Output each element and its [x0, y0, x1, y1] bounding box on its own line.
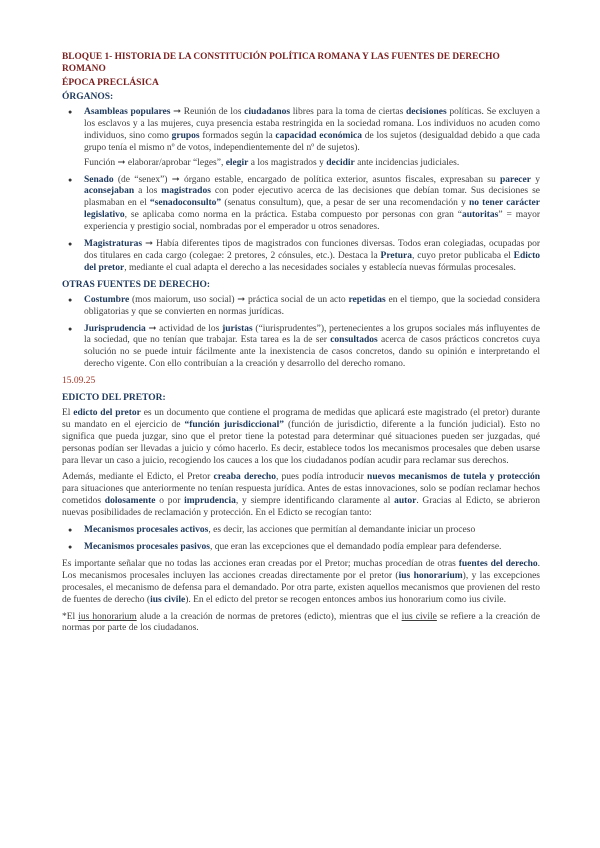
keyword: ius civile	[150, 594, 186, 605]
section-heading-organos: ÓRGANOS:	[62, 92, 114, 103]
text: políticas. Se excluyen a los esclavos y a las mujeres, cuya presencia estaba restringida en la sociedad romana. Los individuos no acuden como individuos, sino como	[84, 107, 540, 141]
text: (de “senex”) ➞ órgano estable, encargado de política exterior, asuntos fiscales, expresaban su	[113, 174, 501, 185]
text: Función ➞ elaborar/aprobar “leges”,	[84, 157, 226, 168]
underlined-term: ius honorarium	[78, 611, 137, 622]
term-activos: Mecanismos procesales activos	[84, 525, 209, 536]
paragraph-edicto-2	[62, 472, 540, 520]
keyword: imprudencia	[184, 496, 236, 507]
keyword: decisiones	[406, 107, 447, 117]
text: libres para la toma de ciertas	[290, 107, 406, 117]
keyword: autor	[394, 496, 417, 507]
text: y	[530, 174, 540, 185]
keyword: grupos	[171, 130, 200, 141]
keyword: Edicto del pretor	[84, 250, 541, 273]
list-item-magistraturas	[84, 239, 540, 275]
section-heading-edicto: EDICTO DEL PRETOR:	[62, 393, 166, 404]
keyword: no tener carácter legislativo	[84, 198, 540, 221]
text: (“iurisprudentes”), pertenecientes a los grupos sociales más influyentes de la sociedad, que no tenían que trabajar. Esta tarea es la de ser	[84, 323, 540, 346]
keyword: fuentes del derecho	[458, 558, 538, 569]
list-item-pasivos	[84, 542, 540, 554]
text: , cuyo pretor publicaba el	[412, 250, 514, 261]
text: ➞ Había diferentes tipos de magistrados con funciones diversas. Todos eran colegiadas, ocupadas por dos titulares en cada cargo (colegae: 2 pretores, 2 cónsules, etc.). Destaca la	[84, 239, 540, 261]
text: , pues podía introducir	[275, 472, 368, 483]
keyword: autoritas	[461, 210, 499, 221]
keyword: repetidas	[348, 294, 386, 305]
paragraph-edicto-3	[62, 559, 540, 607]
text: (mos maiorum, uso social) ➞ práctica social de un acto	[129, 294, 349, 305]
text: , y siempre identificando claramente al	[235, 496, 395, 507]
keyword: creaba derecho	[213, 472, 276, 483]
term-senado: Senado	[84, 174, 114, 185]
list-item-asambleas	[84, 107, 540, 170]
section-heading-otras-fuentes: OTRAS FUENTES DE DERECHO:	[62, 279, 211, 290]
mecanismos-list	[62, 525, 540, 554]
text: ➞ Reunión de los	[170, 107, 245, 117]
list-item-jurisprudencia	[84, 324, 540, 372]
term-asambleas: Asambleas populares	[84, 107, 171, 117]
term-magistraturas: Magistraturas	[84, 239, 143, 250]
keyword: magistrados	[161, 186, 211, 197]
list-item-costumbre	[84, 295, 540, 319]
text: o por	[155, 496, 185, 507]
text: Es importante señalar que no todas las acciones eran creadas por el Pretor; muchas procedían de otras	[62, 558, 459, 569]
text: ), y las excepciones procesales, el mecanismo de defensa para el demandado. Por otra parte, existen aquellos mecanismos que provienen del resto de fuentes de derecho (	[62, 570, 541, 605]
keyword: juristas	[222, 323, 253, 334]
keyword: “función jurisdiccional”	[184, 419, 284, 430]
text: en el tiempo, que la sociedad considera obligatorias y que se convierten en normas jurídicas.	[84, 294, 540, 317]
text: a los	[134, 186, 162, 197]
list-item-senado	[84, 175, 540, 235]
otras-fuentes-list	[62, 295, 540, 371]
text: . Gracias al Edicto, se abrieron nuevas posibilidades de reclamación y protección. En el Edicto se recogían tanto:	[62, 496, 540, 519]
asambleas-funcion	[84, 158, 540, 170]
term-pasivos: Mecanismos procesales pasivos	[84, 542, 210, 552]
paragraph-footnote	[62, 612, 540, 636]
text: formados según la	[199, 130, 276, 141]
keyword: edicto del pretor	[73, 407, 141, 418]
document-title: BLOQUE 1- HISTORIA DE LA CONSTITUCIÓN POLÍTICA ROMANA Y LAS FUENTES DE DERECHO ROMANO	[62, 52, 500, 74]
section-heading-epoca: ÉPOCA PRECLÁSICA	[62, 78, 159, 89]
keyword: nuevos mecanismos de tutela y protección	[367, 472, 541, 483]
keyword: aconsejaban	[84, 186, 135, 197]
keyword: Pretura	[380, 250, 413, 261]
keyword: “senadoconsulto”	[149, 198, 222, 209]
text: para situaciones que anteriormente no tenían respuesta jurídica. Antes de estas innovaciones, solo se podían reclamar hechos cometidos	[62, 484, 540, 507]
keyword: ius honorarium	[398, 570, 463, 581]
text: ” = mayor experiencia y prestigio social, nombradas por el emperador u otros senadores.	[84, 210, 541, 233]
text: , es decir, las acciones que permitían al demandante iniciar un proceso	[208, 525, 476, 536]
text: es un documento que contiene el programa de medidas que aplicará este magistrado (el pretor) durante su mandato en el ejercicio de	[62, 407, 540, 430]
text: alude a la creación de normas de pretores (edicto), mientras que el	[136, 611, 402, 622]
keyword: consultados	[330, 335, 378, 346]
text: (función de jurisdictio, diferente a la función judicial). Esto no significa que pueda juzgar, sino que el pretor tiene la potestad para determinar qué situaciones pueden ser juzgadas, qué personas podían ser llevadas a juicio y cómo hacerlo. Es decir, establece todos los mecanismos procesales que deben usarse para llevar un caso a juicio, recogiendo los cauces a los que los ciudadanos podían acudir para reclamar sus derechos.	[62, 419, 540, 466]
list-item-activos	[84, 525, 540, 537]
paragraph-edicto-1	[62, 408, 540, 468]
organos-list	[62, 107, 540, 275]
text: , mediante el cual adapta el derecho a las necesidades sociales y establecía nuevas fórmulas procesales.	[124, 262, 516, 273]
keyword: dolosamente	[104, 496, 156, 507]
text: Además, mediante el Edicto, el Pretor	[62, 472, 214, 483]
text: , que eran las excepciones que el demandado podía emplear para defenderse.	[209, 542, 502, 552]
text: (senatus consultum), que, a pesar de ser una recomendación y	[221, 198, 469, 209]
text: ante incidencias judiciales.	[354, 157, 460, 168]
keyword: ciudadanos	[244, 107, 291, 117]
text: de los sujetos (desigualdad debido a que cada grupo tenía el mismo nº de votos, independientemente del nº de sujetos).	[84, 130, 540, 153]
text: con poder ejecutivo acerca de las decisiones que debían tomar. Sus decisiones se plasmaban en el	[84, 186, 540, 209]
term-jurisprudencia: Jurisprudencia	[84, 323, 146, 334]
keyword: parecer	[500, 174, 531, 185]
date-label: 15.09.25	[62, 376, 96, 387]
text: acerca de casos prácticos concretos cuya solución no se puede intuir fácilmente ante la inexistencia de casos concretos, dando su opinión e interpretando el derecho vigente. Con ello contribuían a la creación y desarrollo del derecho romano.	[84, 335, 541, 370]
text: , se aplicaba como norma en la práctica. Estaba compuesto por personas con gran “	[124, 210, 462, 221]
term-costumbre: Costumbre	[84, 294, 130, 305]
text: ➞ actividad de los	[145, 323, 223, 334]
text: El	[62, 407, 74, 418]
text: ). En el edicto del pretor se recogen entonces ambos ius honorarium como ius civile.	[185, 594, 506, 605]
keyword: decidir	[326, 157, 355, 168]
keyword: elegir	[225, 157, 249, 168]
keyword: capacidad económica	[275, 130, 363, 141]
text: a los magistrados y	[248, 157, 327, 168]
underlined-term: ius civile	[401, 611, 437, 622]
text: se refiere a la creación de normas por parte de los ciudadanos.	[62, 611, 540, 634]
text: . Los mecanismos procesales incluyen las acciones creadas directamente por el pretor (	[62, 558, 540, 581]
text: *El	[62, 611, 79, 622]
